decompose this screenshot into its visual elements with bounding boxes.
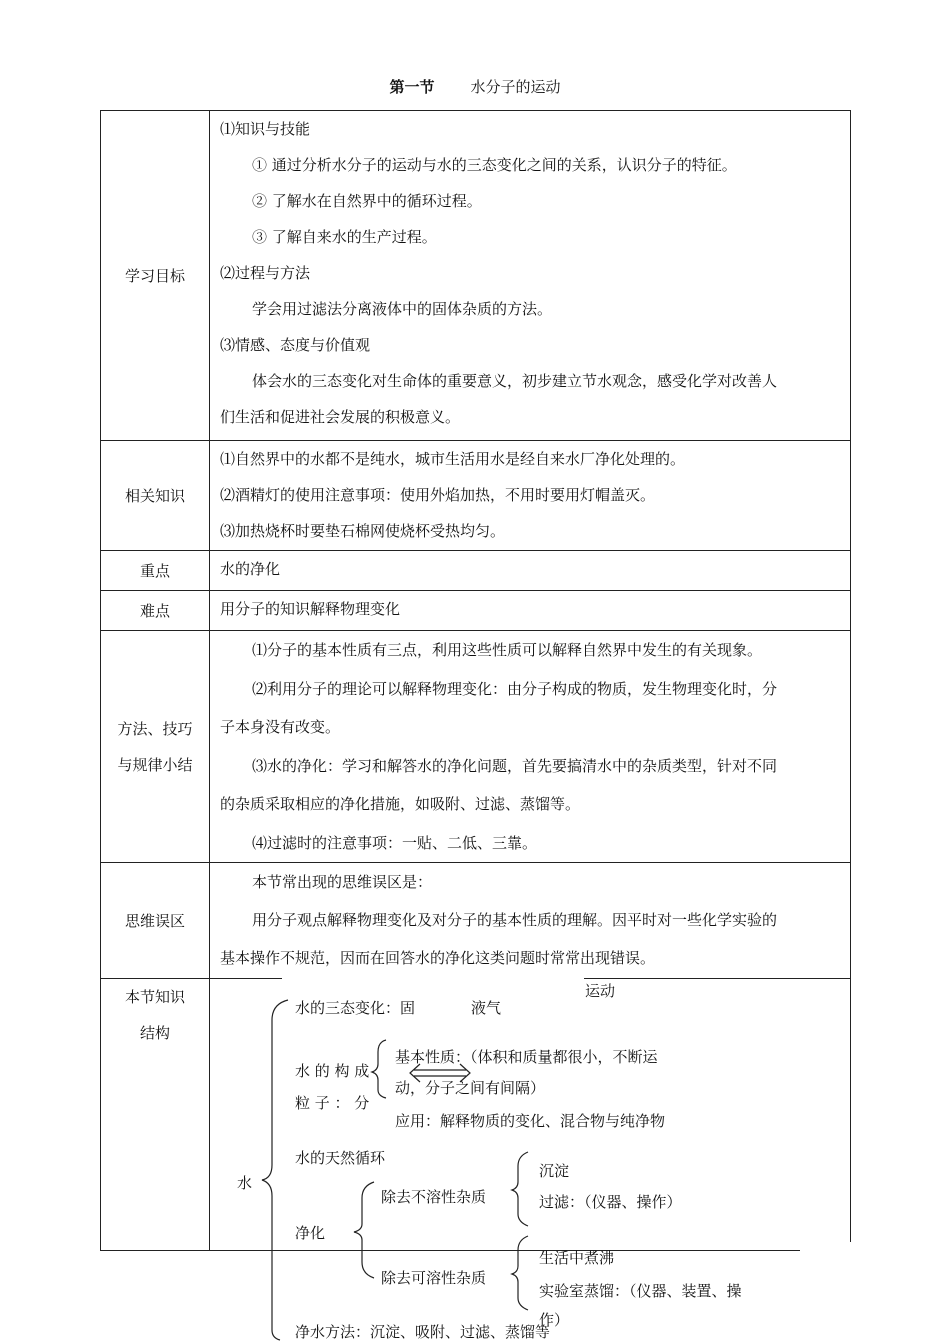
misconception-line: 用分子观点解释物理变化及对分子的基本性质的理解。因平时对一些化学实验的	[252, 911, 778, 929]
method-line: ⑵利用分子的理论可以解释物理变化：由分子构成的物质，发生物理变化时，分	[252, 679, 778, 698]
filter-label: 过滤：（仪器、操作）	[539, 1193, 682, 1211]
misconception-line: 基本操作不规范，因而在回答水的净化这类问题时常常出现错误。	[220, 949, 656, 967]
method-label	[101, 631, 210, 863]
natural-cycle-label: 水的天然循环	[295, 1149, 386, 1167]
structure-label-line: 结构	[139, 1024, 170, 1042]
composition-label: 水 的 构 成	[295, 1062, 370, 1080]
motion-label: 运动	[585, 982, 616, 1000]
distill-label: 实验室蒸馏：（仪器、装置、操	[539, 1282, 742, 1300]
basic-properties-label: 基本性质：（体积和质量都很小，不断运	[395, 1048, 658, 1066]
related-line: ⑵酒精灯的使用注意事项：使用外焰加热，不用时要用灯帽盖灭。	[220, 486, 656, 504]
insoluble-label: 除去不溶性杂质	[381, 1188, 487, 1206]
structure-label	[101, 979, 210, 1251]
goals-line: ⑵过程与方法	[220, 264, 311, 282]
misconception-label: 思维误区	[101, 863, 210, 979]
misconception-line: 本节常出现的思维误区是：	[252, 873, 433, 891]
table-row-key	[101, 551, 851, 591]
method-label-line: 方法、技巧	[117, 719, 193, 738]
structure-label-line: 本节知识	[124, 988, 185, 1006]
states-label: 水的三态变化：固	[295, 999, 416, 1017]
method-line: 子本身没有改变。	[220, 718, 341, 736]
difficulty-label: 难点	[101, 591, 210, 631]
precipitate-label: 沉淀	[539, 1162, 570, 1180]
method-line: ⑶水的净化：学习和解答水的净化问题，首先要搞清水中的杂质类型，针对不同	[252, 756, 778, 775]
distill-label: 作）	[539, 1311, 570, 1329]
goals-line: 们生活和促进社会发展的积极意义。	[220, 408, 461, 426]
goals-line: ① 通过分析水分子的运动与水的三态变化之间的关系，认识分子的特征。	[252, 156, 737, 174]
goals-line: ② 了解水在自然界中的循环过程。	[252, 192, 482, 210]
structure-content	[210, 979, 851, 1251]
water-root-label: 水	[237, 1174, 253, 1192]
method-content	[210, 631, 851, 863]
related-content	[210, 441, 851, 551]
table-row-goals	[101, 111, 851, 441]
goals-line: 体会水的三态变化对生命体的重要意义，初步建立节水观念，感受化学对改善人	[252, 372, 778, 390]
goals-line: ⑶情感、态度与价值观	[220, 336, 371, 354]
table-row-misconception	[101, 863, 851, 979]
key-content: 水的净化	[210, 551, 851, 591]
purify-methods-label: 净水方法：沉淀、吸附、过滤、蒸馏等	[295, 1323, 551, 1341]
related-label: 相关知识	[101, 441, 210, 551]
method-line: 的杂质采取相应的净化措施，如吸附、过滤、蒸馏等。	[220, 795, 581, 813]
purify-label: 净化	[295, 1224, 326, 1242]
misconception-content	[210, 863, 851, 979]
table-row-related	[101, 441, 851, 551]
method-label-line: 与规律小结	[117, 755, 193, 774]
goals-label: 学习目标	[101, 111, 210, 441]
basic-properties-label: 动，分子之间有间隔）	[395, 1079, 546, 1097]
boil-label: 生活中煮沸	[539, 1249, 615, 1267]
goals-line: ③ 了解自来水的生产过程。	[252, 228, 437, 246]
difficulty-content: 用分子的知识解释物理变化	[210, 591, 851, 631]
lesson-table	[100, 110, 851, 1251]
table-row-structure	[101, 979, 851, 1251]
key-label: 重点	[101, 551, 210, 591]
related-line: ⑶加热烧杯时要垫石棉网使烧杯受热均匀。	[220, 522, 506, 540]
section-number: 第一节	[389, 78, 435, 96]
table-row-method	[101, 631, 851, 863]
application-label: 应用：解释物质的变化、混合物与纯净物	[395, 1112, 666, 1130]
table-row-difficulty	[101, 591, 851, 631]
page-title	[0, 76, 950, 97]
method-line: ⑴分子的基本性质有三点，利用这些性质可以解释自然界中发生的有关现象。	[252, 641, 763, 659]
composition-label: 粒 子 ： 分	[295, 1094, 370, 1112]
goals-line: ⑴知识与技能	[220, 120, 311, 138]
soluble-label: 除去可溶性杂质	[381, 1269, 487, 1287]
goals-content	[210, 111, 851, 441]
method-line: ⑷过滤时的注意事项：一贴、二低、三靠。	[252, 833, 538, 852]
liquid-gas-label: 液气	[471, 999, 502, 1017]
related-line: ⑴自然界中的水都不是纯水，城市生活用水是经自来水厂净化处理的。	[220, 450, 686, 468]
goals-line: 学会用过滤法分离液体中的固体杂质的方法。	[252, 300, 553, 318]
section-name: 水分子的运动	[470, 78, 561, 96]
